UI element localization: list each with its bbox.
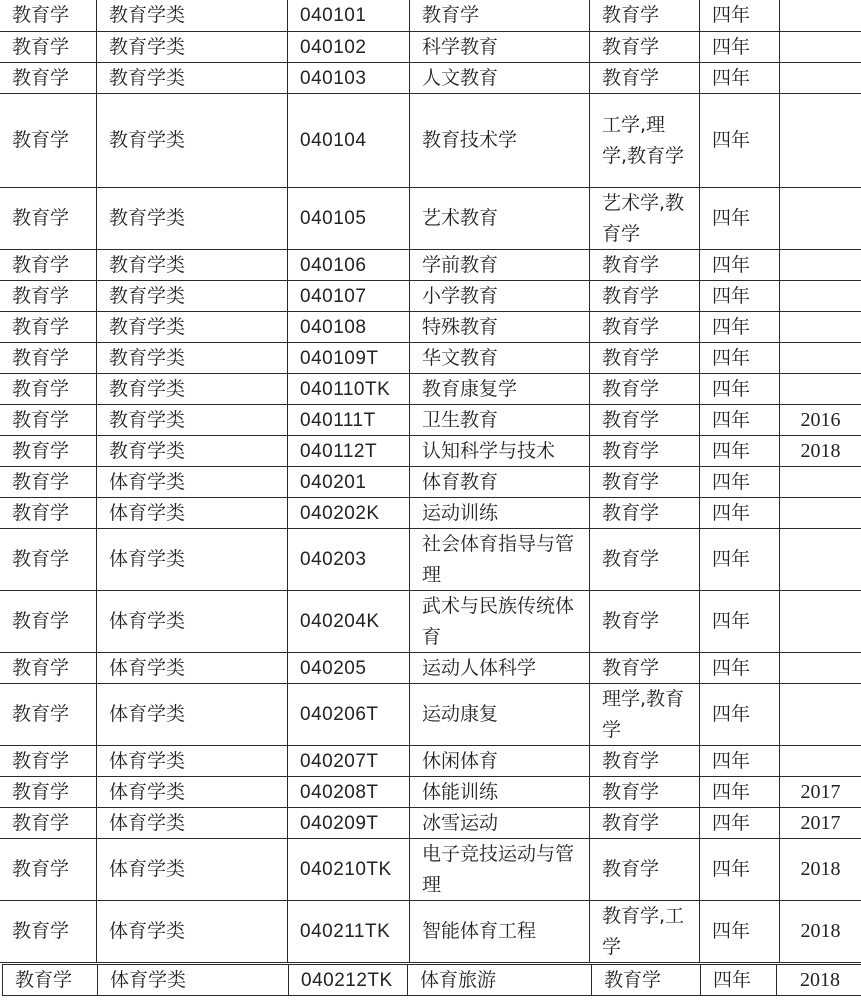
code-cell: 040204K: [287, 590, 410, 653]
table-row: [0, 435, 861, 466]
year-cell: [779, 652, 861, 684]
duration-cell: 四年: [699, 466, 780, 498]
table-row: [0, 776, 861, 807]
major-name-cell: 智能体育工程: [409, 900, 590, 963]
category-cell: 体育学类: [96, 776, 288, 808]
year-cell: 2018: [779, 435, 861, 467]
major-name-cell: 电子竞技运动与管理: [409, 838, 590, 901]
code-cell: 040207T: [287, 745, 410, 777]
category-cell: 体育学类: [96, 745, 288, 777]
category-cell: 体育学类: [96, 807, 288, 839]
code-cell: 040101: [287, 0, 410, 32]
degree-cell: 工学,理学,教育学: [589, 93, 700, 188]
major-name-cell: 学前教育: [409, 249, 590, 281]
category-cell: 体育学类: [97, 964, 289, 996]
category-cell: 教育学类: [96, 93, 288, 188]
discipline-cell: 教育学: [0, 93, 97, 188]
year-cell: [779, 466, 861, 498]
category-cell: 体育学类: [96, 900, 288, 963]
major-name-cell: 冰雪运动: [409, 807, 590, 839]
major-name-cell: 卫生教育: [409, 404, 590, 436]
code-cell: 040211TK: [287, 900, 410, 963]
duration-cell: 四年: [699, 900, 780, 963]
year-cell: [779, 311, 861, 343]
code-cell: 040112T: [287, 435, 410, 467]
code-cell: 040107: [287, 280, 410, 312]
year-cell: 2016: [779, 404, 861, 436]
code-cell: 040212TK: [288, 964, 408, 996]
major-name-cell: 科学教育: [409, 31, 590, 63]
major-name-cell: 体能训练: [409, 776, 590, 808]
discipline-cell: 教育学: [0, 31, 97, 63]
duration-cell: 四年: [699, 187, 780, 250]
year-cell: [779, 187, 861, 250]
category-cell: 教育学类: [96, 249, 288, 281]
table-row: [0, 528, 861, 590]
discipline-cell: 教育学: [0, 807, 97, 839]
duration-cell: 四年: [699, 776, 780, 808]
discipline-cell: 教育学: [0, 249, 97, 281]
major-name-cell: 社会体育指导与管理: [409, 528, 590, 591]
category-cell: 教育学类: [96, 435, 288, 467]
degree-cell: 教育学: [589, 528, 700, 591]
table-row: [0, 280, 861, 311]
major-name-cell: 休闲体育: [409, 745, 590, 777]
degree-cell: 艺术学,教育学: [589, 187, 700, 250]
degree-cell: 教育学: [589, 466, 700, 498]
code-cell: 040206T: [287, 683, 410, 746]
code-cell: 040111T: [287, 404, 410, 436]
degree-cell: 教育学,工学: [589, 900, 700, 963]
discipline-cell: 教育学: [0, 435, 97, 467]
category-cell: 体育学类: [96, 838, 288, 901]
discipline-cell: 教育学: [0, 652, 97, 684]
year-cell: [779, 62, 861, 94]
duration-cell: 四年: [699, 807, 780, 839]
degree-cell: 教育学: [589, 62, 700, 94]
year-cell: [779, 497, 861, 529]
major-name-cell: 教育技术学: [409, 93, 590, 188]
degree-cell: 教育学: [589, 652, 700, 684]
year-cell: [779, 93, 861, 188]
category-cell: 教育学类: [96, 280, 288, 312]
degree-cell: 教育学: [589, 31, 700, 63]
code-cell: 040103: [287, 62, 410, 94]
table-row: [0, 590, 861, 652]
major-name-cell: 教育学: [409, 0, 590, 32]
code-cell: 040110TK: [287, 373, 410, 405]
major-name-cell: 艺术教育: [409, 187, 590, 250]
table-row: [0, 62, 861, 93]
duration-cell: 四年: [699, 342, 780, 374]
discipline-cell: 教育学: [0, 466, 97, 498]
discipline-cell: 教育学: [0, 745, 97, 777]
code-cell: 040106: [287, 249, 410, 281]
code-cell: 040203: [287, 528, 410, 591]
duration-cell: 四年: [699, 311, 780, 343]
category-cell: 教育学类: [96, 62, 288, 94]
discipline-cell: 教育学: [0, 590, 97, 653]
year-cell: 2017: [779, 776, 861, 808]
discipline-cell: 教育学: [0, 404, 97, 436]
major-name-cell: 武术与民族传统体育: [409, 590, 590, 653]
discipline-cell: 教育学: [0, 280, 97, 312]
category-cell: 体育学类: [96, 652, 288, 684]
code-cell: 040104: [287, 93, 410, 188]
major-name-cell: 体育教育: [409, 466, 590, 498]
duration-cell: 四年: [699, 62, 780, 94]
degree-cell: 教育学: [591, 964, 701, 996]
degree-cell: 教育学: [589, 807, 700, 839]
duration-cell: 四年: [699, 31, 780, 63]
duration-cell: 四年: [699, 652, 780, 684]
table-row: [0, 807, 861, 838]
duration-cell: 四年: [699, 838, 780, 901]
major-name-cell: 认知科学与技术: [409, 435, 590, 467]
code-cell: 040205: [287, 652, 410, 684]
duration-cell: 四年: [699, 497, 780, 529]
category-cell: 教育学类: [96, 311, 288, 343]
code-cell: 040210TK: [287, 838, 410, 901]
table-row: [0, 652, 861, 683]
table-row: [0, 373, 861, 404]
duration-cell: 四年: [699, 683, 780, 746]
category-cell: 体育学类: [96, 590, 288, 653]
degree-cell: 教育学: [589, 404, 700, 436]
year-cell: [779, 528, 861, 591]
discipline-cell: 教育学: [0, 187, 97, 250]
category-cell: 体育学类: [96, 683, 288, 746]
duration-cell: 四年: [699, 745, 780, 777]
table-row: [0, 683, 861, 745]
table-row: [0, 900, 861, 962]
discipline-cell: 教育学: [0, 528, 97, 591]
discipline-cell: 教育学: [0, 776, 97, 808]
duration-cell: 四年: [699, 435, 780, 467]
year-cell: [779, 280, 861, 312]
code-cell: 040102: [287, 31, 410, 63]
discipline-cell: 教育学: [0, 683, 97, 746]
code-cell: 040105: [287, 187, 410, 250]
discipline-cell: 教育学: [0, 900, 97, 963]
discipline-cell: 教育学: [0, 342, 97, 374]
year-cell: 2018: [779, 900, 861, 963]
major-name-cell: 运动康复: [409, 683, 590, 746]
degree-cell: 教育学: [589, 342, 700, 374]
code-cell: 040202K: [287, 497, 410, 529]
code-cell: 040109T: [287, 342, 410, 374]
table-row: [0, 342, 861, 373]
major-name-cell: 运动人体科学: [409, 652, 590, 684]
category-cell: 教育学类: [96, 342, 288, 374]
discipline-cell: 教育学: [0, 311, 97, 343]
major-name-cell: 教育康复学: [409, 373, 590, 405]
table-row: [0, 31, 861, 62]
table-row: [0, 404, 861, 435]
duration-cell: 四年: [699, 404, 780, 436]
degree-cell: 理学,教育学: [589, 683, 700, 746]
degree-cell: 教育学: [589, 249, 700, 281]
category-cell: 教育学类: [96, 0, 288, 32]
discipline-cell: 教育学: [2, 964, 98, 996]
discipline-cell: 教育学: [0, 838, 97, 901]
category-cell: 体育学类: [96, 528, 288, 591]
year-cell: [779, 342, 861, 374]
major-name-cell: 特殊教育: [409, 311, 590, 343]
year-cell: [779, 31, 861, 63]
duration-cell: 四年: [699, 528, 780, 591]
duration-cell: 四年: [699, 280, 780, 312]
year-cell: [779, 683, 861, 746]
year-cell: 2018: [776, 964, 861, 996]
duration-cell: 四年: [699, 373, 780, 405]
year-cell: 2017: [779, 807, 861, 839]
table-row: [0, 838, 861, 900]
table-row: [0, 466, 861, 497]
table-row: [0, 93, 861, 187]
degree-cell: 教育学: [589, 590, 700, 653]
duration-cell: 四年: [700, 964, 777, 996]
degree-cell: 教育学: [589, 838, 700, 901]
degree-cell: 教育学: [589, 280, 700, 312]
discipline-cell: 教育学: [0, 373, 97, 405]
major-name-cell: 华文教育: [409, 342, 590, 374]
code-cell: 040208T: [287, 776, 410, 808]
discipline-cell: 教育学: [0, 0, 97, 32]
year-cell: [779, 373, 861, 405]
duration-cell: 四年: [699, 0, 780, 32]
degree-cell: 教育学: [589, 0, 700, 32]
year-cell: [779, 590, 861, 653]
major-name-cell: 人文教育: [409, 62, 590, 94]
category-cell: 教育学类: [96, 187, 288, 250]
table-row: [0, 249, 861, 280]
year-cell: [779, 745, 861, 777]
degree-cell: 教育学: [589, 745, 700, 777]
year-cell: 2018: [779, 838, 861, 901]
major-name-cell: 体育旅游: [407, 964, 592, 996]
discipline-cell: 教育学: [0, 62, 97, 94]
duration-cell: 四年: [699, 93, 780, 188]
category-cell: 体育学类: [96, 466, 288, 498]
table-row: [0, 0, 861, 31]
major-name-cell: 小学教育: [409, 280, 590, 312]
duration-cell: 四年: [699, 590, 780, 653]
category-cell: 教育学类: [96, 373, 288, 405]
code-cell: 040108: [287, 311, 410, 343]
degree-cell: 教育学: [589, 373, 700, 405]
degree-cell: 教育学: [589, 435, 700, 467]
table-row: [0, 745, 861, 776]
degree-cell: 教育学: [589, 776, 700, 808]
degree-cell: 教育学: [589, 497, 700, 529]
major-name-cell: 运动训练: [409, 497, 590, 529]
table-row: [0, 497, 861, 528]
code-cell: 040209T: [287, 807, 410, 839]
degree-cell: 教育学: [589, 311, 700, 343]
category-cell: 体育学类: [96, 497, 288, 529]
table-row: [2, 964, 861, 995]
code-cell: 040201: [287, 466, 410, 498]
year-cell: [779, 249, 861, 281]
discipline-cell: 教育学: [0, 497, 97, 529]
year-cell: [779, 0, 861, 32]
duration-cell: 四年: [699, 249, 780, 281]
category-cell: 教育学类: [96, 404, 288, 436]
table-row: [0, 187, 861, 249]
table-row: [0, 311, 861, 342]
category-cell: 教育学类: [96, 31, 288, 63]
